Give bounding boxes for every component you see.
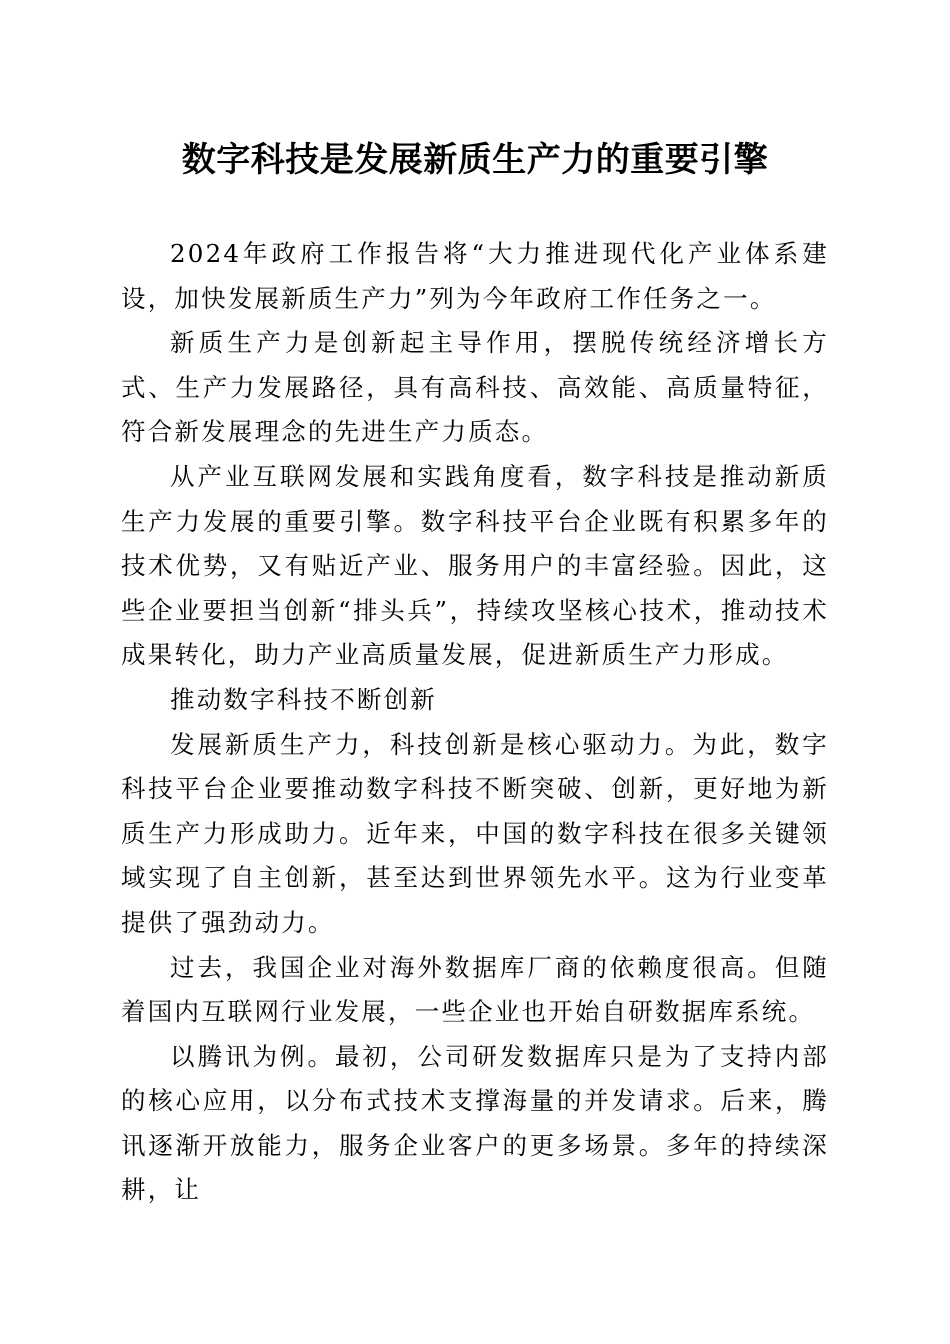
- section-heading: 推动数字科技不断创新: [170, 684, 437, 714]
- paragraph-database-history: 过去，我国企业对海外数据库厂商的依赖度很高。但随着国内互联网行业发展，一些企业也开始自研数据库系统。: [121, 952, 829, 1027]
- document-body: [121, 232, 829, 1213]
- document-title: 数字科技是发展新质生产力的重要引擎: [181, 140, 769, 180]
- paragraph-tencent-example: 以腾讯为例。最初，公司研发数据库只是为了支持内部的核心应用，以分布式技术支撑海量的并发请求。后来，腾讯逐渐开放能力，服务企业客户的更多场景。多年的持续深耕，让: [121, 1041, 829, 1205]
- paragraph-industry-view: 从产业互联网发展和实践角度看，数字科技是推动新质生产力发展的重要引擎。数字科技平台企业既有积累多年的技术优势，又有贴近产业、服务用户的丰富经验。因此，这些企业要担当创新“排头兵”，持续攻坚核心技术，推动技术成果转化，助力产业高质量发展，促进新质生产力形成。: [121, 461, 829, 670]
- paragraph-intro: 2024年政府工作报告将“大力推进现代化产业体系建设，加快发展新质生产力”列为今年政府工作任务之一。: [121, 239, 829, 313]
- paragraph-definition: 新质生产力是创新起主导作用，摆脱传统经济增长方式、生产力发展路径，具有高科技、高效能、高质量特征，符合新发展理念的先进生产力质态。: [121, 328, 829, 447]
- paragraph-innovation: 发展新质生产力，科技创新是核心驱动力。为此，数字科技平台企业要推动数字科技不断突破、创新，更好地为新质生产力形成助力。近年来，中国的数字科技在很多关键领域实现了自主创新，甚至达到世界领先水平。这为行业变革提供了强劲动力。: [121, 729, 829, 937]
